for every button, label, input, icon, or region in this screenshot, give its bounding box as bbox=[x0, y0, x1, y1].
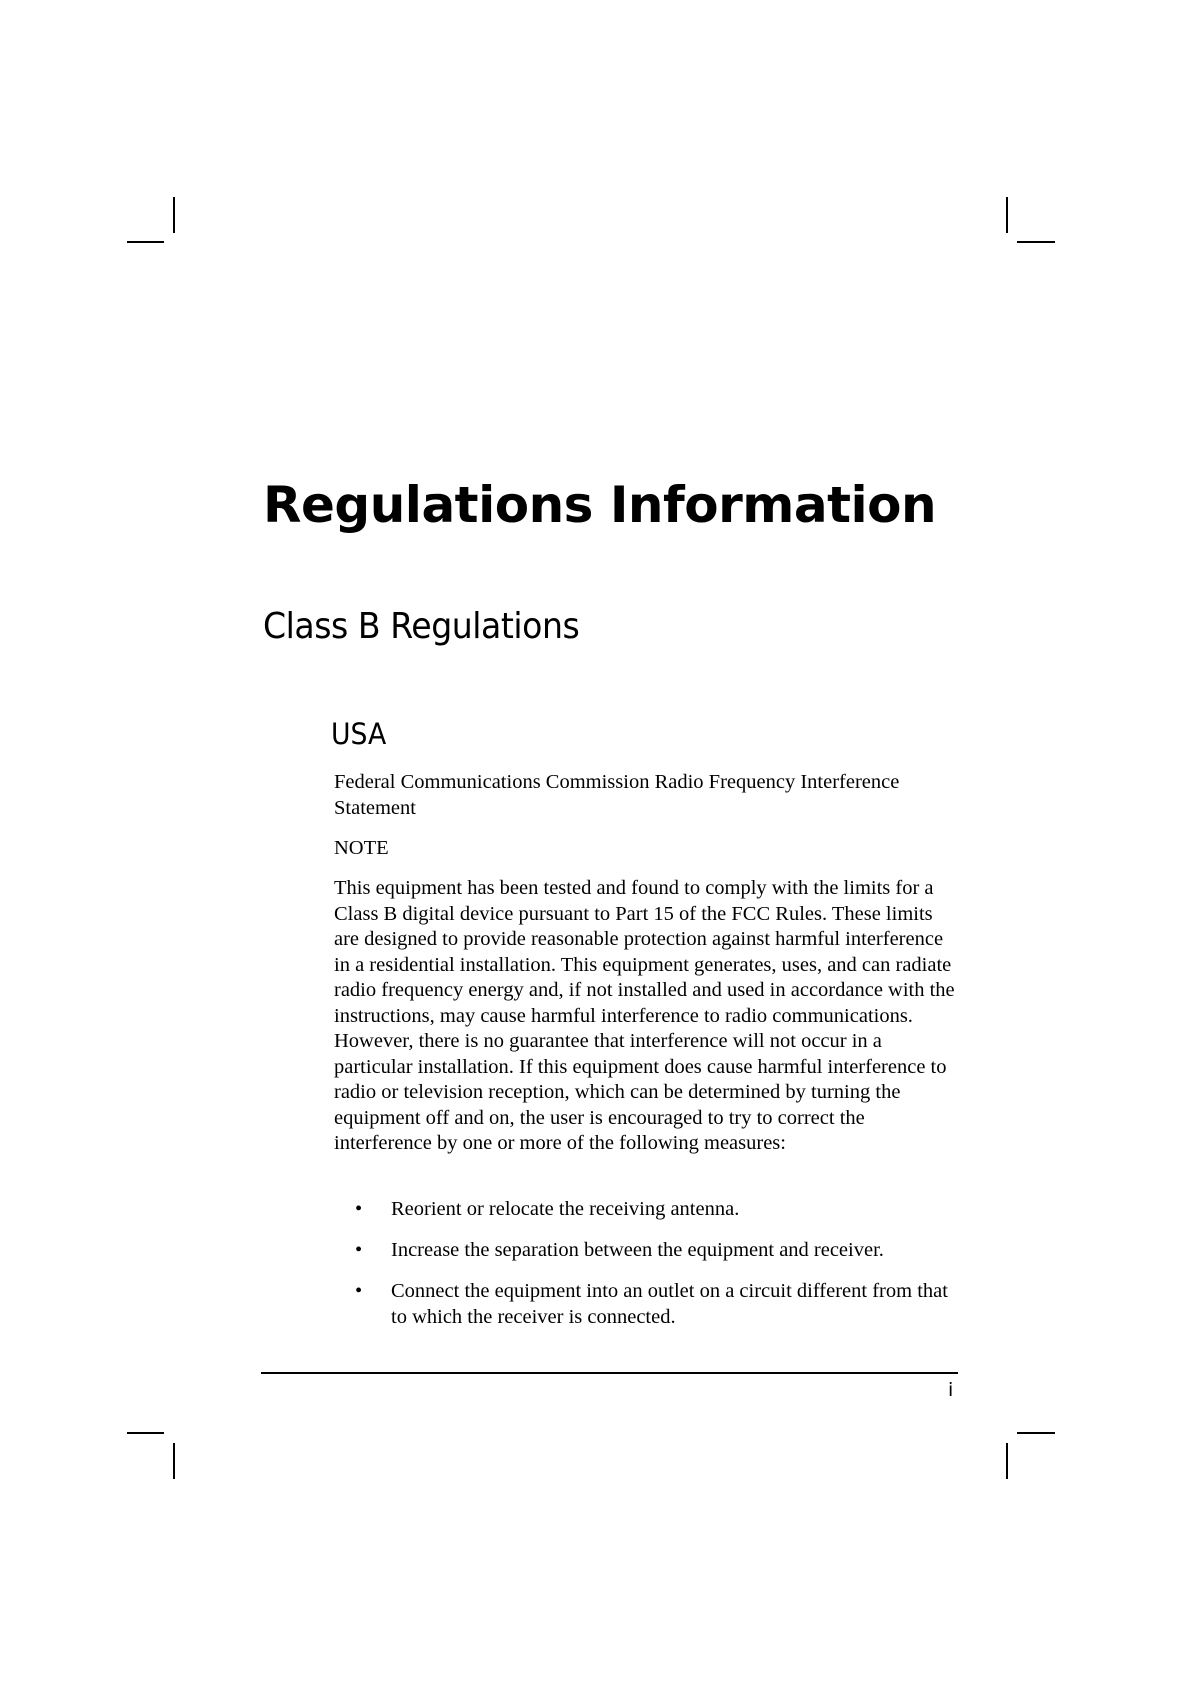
list-item bbox=[334, 1238, 960, 1264]
bullet-icon: • bbox=[355, 1198, 363, 1220]
measure-text: Increase the separation between the equipment and receiver. bbox=[391, 1239, 884, 1261]
list-item bbox=[334, 1197, 960, 1223]
bullet-icon: • bbox=[355, 1239, 363, 1261]
measure-text: Connect the equipment into an outlet on a circuit different from that to which the receiver is connected. bbox=[391, 1280, 948, 1328]
subsection-title: USA bbox=[331, 717, 387, 751]
section-title: Class B Regulations bbox=[263, 606, 580, 647]
crop-mark-bottom-left-vertical bbox=[173, 1443, 175, 1479]
crop-mark-bottom-right-horizontal bbox=[1017, 1432, 1055, 1434]
compliance-paragraph: This equipment has been tested and found to comply with the limits for a Class B digital device pursuant to Part 15 of the FCC Rules. These limits are designed to provide reasonable protection against harmful interference in a residential installation. This equipment generates, uses, and can radiate radio frequency energy and, if not installed and used in accordance with the instructions, may cause harmful interference to radio communications. However, there is no guarantee that interference will not occur in a particular installation. If this equipment does cause harmful interference to radio or television reception, which can be determined by turning the equipment off and on, the user is encouraged to try to correct the interference by one or more of the following measures: bbox=[334, 877, 955, 1154]
bullet-icon: • bbox=[355, 1280, 363, 1302]
footer-rule bbox=[261, 1372, 958, 1374]
crop-mark-bottom-left-horizontal bbox=[127, 1432, 164, 1434]
crop-mark-top-right-vertical bbox=[1006, 197, 1008, 233]
page-number: i bbox=[948, 1379, 954, 1401]
measures-list bbox=[334, 1197, 960, 1346]
list-item bbox=[334, 1279, 960, 1330]
note-label: NOTE bbox=[334, 837, 389, 859]
crop-mark-top-left-vertical bbox=[173, 197, 175, 233]
crop-mark-top-left-horizontal bbox=[127, 241, 164, 243]
page-title: Regulations Information bbox=[263, 476, 937, 534]
measure-text: Reorient or relocate the receiving antenna. bbox=[391, 1198, 740, 1220]
statement-text: Federal Communications Commission Radio Frequency Interference Statement bbox=[334, 771, 900, 819]
crop-mark-top-right-horizontal bbox=[1017, 241, 1055, 243]
crop-mark-bottom-right-vertical bbox=[1006, 1443, 1008, 1479]
